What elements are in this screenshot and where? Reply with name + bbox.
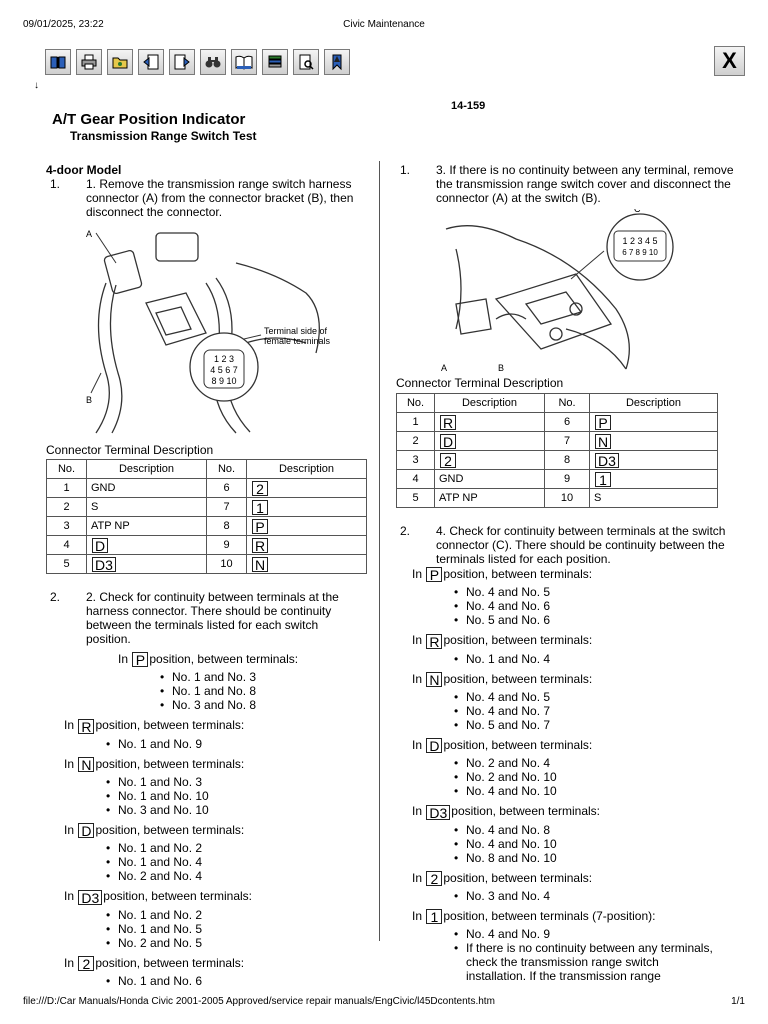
step-3-number: 1. bbox=[400, 163, 411, 177]
position-line bbox=[412, 738, 736, 753]
position-prefix: In bbox=[64, 889, 75, 904]
list-item: • No. 3 and No. 8 bbox=[160, 698, 366, 712]
terminal-pairs bbox=[454, 889, 736, 903]
list-item: • No. 4 and No. 7 bbox=[454, 704, 736, 718]
position-prefix: In bbox=[64, 718, 75, 733]
position-prefix: In bbox=[412, 870, 423, 885]
table-row bbox=[397, 489, 718, 508]
terminal-desc bbox=[435, 413, 545, 432]
terminal-pairs bbox=[106, 974, 366, 988]
position-symbol: 1 bbox=[252, 500, 268, 515]
table-header-row bbox=[397, 394, 718, 413]
position-symbol: 2 bbox=[440, 453, 456, 468]
position-symbol: R bbox=[426, 634, 442, 649]
table-row bbox=[47, 517, 367, 536]
right-table-caption: Connector Terminal Description bbox=[396, 376, 564, 390]
table-row bbox=[397, 451, 718, 470]
list-item: • No. 2 and No. 4 bbox=[454, 756, 736, 770]
position-symbol: 1 bbox=[595, 472, 611, 487]
harness-pins-row2: 4 5 6 7 bbox=[210, 365, 238, 375]
list-item: • No. 4 and No. 5 bbox=[454, 585, 736, 599]
position-prefix: In bbox=[412, 908, 423, 923]
table-row bbox=[47, 536, 367, 555]
terminal-no: 4 bbox=[47, 536, 87, 555]
switch-connector-figure bbox=[436, 209, 736, 373]
stack-icon[interactable] bbox=[262, 49, 288, 75]
position-block-r bbox=[412, 633, 736, 665]
position-prefix: In bbox=[412, 737, 423, 752]
position-block-d bbox=[412, 738, 736, 798]
table-row bbox=[397, 413, 718, 432]
left-table-caption: Connector Terminal Description bbox=[46, 443, 214, 457]
terminal-desc bbox=[247, 536, 367, 555]
position-line bbox=[412, 871, 736, 886]
harness-pins-row1: 1 2 3 bbox=[213, 354, 235, 364]
terminal-pairs bbox=[454, 585, 736, 627]
col-description-2: Description bbox=[590, 394, 718, 413]
terminal-desc: GND bbox=[435, 470, 545, 489]
position-symbol: D3 bbox=[426, 805, 450, 820]
position-suffix: position, between terminals: bbox=[443, 737, 593, 752]
position-prefix: In bbox=[64, 955, 75, 970]
table-row bbox=[397, 470, 718, 489]
position-symbol: D3 bbox=[595, 453, 619, 468]
harness-label-a: A bbox=[86, 229, 93, 239]
terminal-pairs bbox=[454, 756, 736, 798]
position-symbol: 2 bbox=[252, 481, 268, 496]
position-prefix: In bbox=[64, 756, 75, 771]
position-symbol: N bbox=[78, 757, 94, 772]
list-item: • No. 3 and No. 4 bbox=[454, 889, 736, 903]
position-suffix: position, between terminals: bbox=[443, 633, 593, 648]
position-block-n bbox=[46, 757, 366, 817]
table-row bbox=[47, 555, 367, 574]
terminal-no: 5 bbox=[47, 555, 87, 574]
table-row bbox=[47, 498, 367, 517]
column-divider bbox=[379, 161, 380, 941]
terminal-no: 4 bbox=[397, 470, 435, 489]
terminal-pairs bbox=[106, 775, 366, 817]
binoculars-search-icon[interactable] bbox=[200, 49, 226, 75]
position-symbol: P bbox=[595, 415, 611, 430]
position-suffix: position, between terminals: bbox=[103, 889, 253, 904]
right-column bbox=[396, 163, 736, 983]
table-header-row bbox=[47, 460, 367, 479]
col-no-2: No. bbox=[207, 460, 247, 479]
terminal-desc bbox=[87, 555, 207, 574]
terminal-no: 6 bbox=[545, 413, 590, 432]
switch-connector-drawing bbox=[436, 209, 736, 373]
position-line bbox=[118, 652, 366, 667]
list-item: • No. 1 and No. 6 bbox=[106, 974, 366, 988]
step-1 bbox=[46, 177, 366, 219]
terminal-desc: ATP NP bbox=[87, 517, 207, 536]
folder-icon[interactable] bbox=[107, 49, 133, 75]
position-symbol: D bbox=[78, 823, 94, 838]
position-symbol: D3 bbox=[92, 557, 116, 572]
list-item: • No. 4 and No. 10 bbox=[454, 784, 736, 798]
forward-page-icon[interactable] bbox=[169, 49, 195, 75]
list-item: • No. 5 and No. 7 bbox=[454, 718, 736, 732]
position-line bbox=[412, 804, 736, 819]
harness-label-b: B bbox=[86, 395, 93, 405]
terminal-desc bbox=[247, 555, 367, 574]
position-symbol: N bbox=[252, 557, 268, 572]
position-block-1 bbox=[412, 909, 736, 983]
position-symbol: 1 bbox=[426, 909, 442, 924]
list-item: • No. 3 and No. 10 bbox=[106, 803, 366, 817]
terminal-desc bbox=[590, 413, 718, 432]
step-2 bbox=[46, 590, 366, 646]
switch-label-c: C bbox=[634, 209, 641, 214]
terminal-desc bbox=[87, 536, 207, 555]
position-prefix: In bbox=[118, 652, 129, 666]
step-4 bbox=[396, 524, 736, 566]
terminal-desc: ATP NP bbox=[435, 489, 545, 508]
step-4-number: 2. bbox=[400, 524, 411, 538]
position-symbol: N bbox=[595, 434, 611, 449]
position-suffix: position, between terminals (7-position): bbox=[443, 908, 656, 923]
col-description-2: Description bbox=[247, 460, 367, 479]
position-block-d bbox=[46, 823, 366, 883]
book-icon[interactable] bbox=[45, 49, 71, 75]
list-item: • No. 1 and No. 4 bbox=[106, 855, 366, 869]
terminal-no: 2 bbox=[397, 432, 435, 451]
terminal-desc bbox=[435, 451, 545, 470]
position-line bbox=[412, 633, 736, 648]
terminal-pairs bbox=[106, 841, 366, 883]
print-doc-title: Civic Maintenance bbox=[343, 19, 425, 30]
position-suffix: position, between terminals: bbox=[95, 822, 245, 837]
switch-label-a: A bbox=[441, 363, 448, 373]
list-item: • No. 2 and No. 4 bbox=[106, 869, 366, 883]
position-line bbox=[64, 718, 366, 733]
position-block-d3 bbox=[46, 889, 366, 949]
terminal-no: 3 bbox=[397, 451, 435, 470]
position-symbol: R bbox=[440, 415, 456, 430]
list-item: • No. 1 and No. 9 bbox=[106, 737, 366, 751]
list-item: • No. 2 and No. 5 bbox=[106, 936, 366, 950]
list-item: • If there is no continuity between any terminals, check the transmission range switch installation. If the transmission range bbox=[454, 941, 716, 983]
col-description: Description bbox=[435, 394, 545, 413]
position-symbol: P bbox=[426, 567, 442, 582]
position-block-d3 bbox=[412, 804, 736, 864]
terminal-desc bbox=[590, 432, 718, 451]
file-path: file:///D:/Car Manuals/Honda Civic 2001-2005 Approved/service repair manuals/EngCivic/l45Dcontents.htm bbox=[23, 996, 495, 1007]
position-line bbox=[64, 823, 366, 838]
list-item: • No. 1 and No. 2 bbox=[106, 841, 366, 855]
position-symbol: N bbox=[426, 672, 442, 687]
position-symbol: P bbox=[252, 519, 268, 534]
position-block-2 bbox=[412, 871, 736, 903]
terminal-desc bbox=[247, 479, 367, 498]
position-symbol: D3 bbox=[78, 890, 102, 905]
terminal-desc: S bbox=[87, 498, 207, 517]
position-suffix: position, between terminals: bbox=[443, 567, 593, 581]
terminal-no: 7 bbox=[207, 498, 247, 517]
position-suffix: position, between terminals: bbox=[95, 955, 245, 970]
list-item: • No. 4 and No. 5 bbox=[454, 690, 736, 704]
position-block-2 bbox=[46, 956, 366, 988]
position-line bbox=[412, 672, 736, 687]
position-symbol: R bbox=[78, 719, 94, 734]
position-line bbox=[412, 567, 736, 582]
switch-pins-row2: 6 7 8 9 10 bbox=[622, 248, 658, 257]
terminal-no: 10 bbox=[207, 555, 247, 574]
list-item: • No. 8 and No. 10 bbox=[454, 851, 736, 865]
list-item: • No. 4 and No. 10 bbox=[454, 837, 736, 851]
step-3-text: 3. If there is no continuity between any terminal, remove the transmission range switch cover and disconnect the connector (A) at the switch (B). bbox=[436, 163, 734, 205]
step-1-number: 1. bbox=[50, 177, 61, 191]
terminal-no: 5 bbox=[397, 489, 435, 508]
close-button[interactable]: X bbox=[714, 46, 745, 76]
position-symbol: 2 bbox=[426, 871, 442, 886]
terminal-no: 1 bbox=[47, 479, 87, 498]
terminal-no: 8 bbox=[207, 517, 247, 536]
page-title: A/T Gear Position Indicator bbox=[52, 111, 246, 128]
list-item: • No. 1 and No. 10 bbox=[106, 789, 366, 803]
terminal-pairs bbox=[106, 908, 366, 950]
terminal-no: 6 bbox=[207, 479, 247, 498]
position-suffix: position, between terminals: bbox=[451, 804, 601, 819]
print-icon[interactable] bbox=[76, 49, 102, 75]
col-no: No. bbox=[47, 460, 87, 479]
list-item: • No. 4 and No. 8 bbox=[454, 823, 736, 837]
terminal-pairs bbox=[106, 737, 366, 751]
terminal-pairs bbox=[454, 652, 736, 666]
page-number: 14-159 bbox=[451, 100, 486, 112]
position-prefix: In bbox=[64, 822, 75, 837]
position-suffix: position, between terminals: bbox=[443, 870, 593, 885]
harness-connector-figure bbox=[46, 223, 346, 435]
preview-icon[interactable] bbox=[293, 49, 319, 75]
position-symbol: D bbox=[440, 434, 456, 449]
terminal-no: 2 bbox=[47, 498, 87, 517]
position-suffix: position, between terminals: bbox=[95, 718, 245, 733]
terminal-desc: S bbox=[590, 489, 718, 508]
terminal-desc: GND bbox=[87, 479, 207, 498]
terminal-pairs bbox=[454, 690, 736, 732]
terminal-desc bbox=[247, 498, 367, 517]
left-terminal-table bbox=[46, 459, 367, 574]
step-1-text: 1. Remove the transmission range switch harness connector (A) from the connector bracket (B), then disconnect the connector. bbox=[86, 177, 354, 219]
step-2-text: 2. Check for continuity between terminals at the harness connector. There should be continuity between the terminals listed for each switch position. bbox=[86, 590, 339, 646]
harness-pins-row3: 8 9 10 bbox=[211, 376, 237, 386]
list-item: • No. 5 and No. 6 bbox=[454, 613, 736, 627]
list-item: • No. 1 and No. 4 bbox=[454, 652, 736, 666]
terminal-no: 7 bbox=[545, 432, 590, 451]
terminal-desc bbox=[247, 517, 367, 536]
terminal-desc bbox=[590, 451, 718, 470]
list-item: • No. 1 and No. 2 bbox=[106, 908, 366, 922]
table-row bbox=[397, 432, 718, 451]
table-row bbox=[47, 479, 367, 498]
position-symbol: R bbox=[252, 538, 268, 553]
print-datetime: 09/01/2025, 23:22 bbox=[23, 19, 104, 30]
terminal-desc bbox=[435, 432, 545, 451]
position-prefix: In bbox=[412, 567, 423, 581]
list-item: • No. 1 and No. 3 bbox=[106, 775, 366, 789]
open-book-icon[interactable] bbox=[231, 49, 257, 75]
position-symbol: 2 bbox=[78, 956, 94, 971]
terminal-side-callout: Terminal side of female terminals bbox=[264, 326, 331, 346]
terminal-pairs bbox=[454, 927, 716, 983]
position-block-n bbox=[412, 672, 736, 732]
position-symbol: D bbox=[92, 538, 108, 553]
terminal-no: 9 bbox=[207, 536, 247, 555]
position-prefix: In bbox=[412, 804, 423, 819]
list-item: • No. 1 and No. 5 bbox=[106, 922, 366, 936]
position-line bbox=[64, 757, 366, 772]
position-block-p bbox=[46, 652, 366, 712]
position-symbol: D bbox=[426, 738, 442, 753]
position-line bbox=[412, 909, 736, 924]
terminal-no: 1 bbox=[397, 413, 435, 432]
step-4-text: 4. Check for continuity between terminals at the switch connector (C). There should be continuity between the terminals listed for each position. bbox=[436, 524, 726, 566]
back-page-icon[interactable] bbox=[138, 49, 164, 75]
print-footer bbox=[23, 996, 745, 1007]
terminal-no: 10 bbox=[545, 489, 590, 508]
list-item: • No. 2 and No. 10 bbox=[454, 770, 736, 784]
left-position-list bbox=[46, 652, 366, 988]
list-item: • No. 4 and No. 6 bbox=[454, 599, 736, 613]
toolbar bbox=[45, 49, 350, 75]
terminal-desc bbox=[590, 470, 718, 489]
left-column bbox=[46, 163, 366, 988]
position-symbol: P bbox=[132, 652, 148, 667]
page-subtitle: Transmission Range Switch Test bbox=[70, 129, 257, 143]
right-position-list bbox=[396, 567, 736, 983]
position-prefix: In bbox=[412, 671, 423, 686]
model-label: 4-door Model bbox=[46, 163, 122, 177]
list-item: • No. 1 and No. 8 bbox=[160, 684, 366, 698]
position-suffix: position, between terminals: bbox=[149, 652, 299, 666]
position-line bbox=[64, 956, 366, 971]
position-suffix: position, between terminals: bbox=[443, 671, 593, 686]
col-no-2: No. bbox=[545, 394, 590, 413]
col-no: No. bbox=[397, 394, 435, 413]
position-suffix: position, between terminals: bbox=[95, 756, 245, 771]
terminal-no: 3 bbox=[47, 517, 87, 536]
scroll-marker: ↓ bbox=[34, 80, 39, 91]
terminal-no: 8 bbox=[545, 451, 590, 470]
position-prefix: In bbox=[412, 633, 423, 648]
print-page-count: 1/1 bbox=[731, 996, 745, 1007]
terminal-pairs bbox=[160, 670, 366, 712]
bookmark-icon[interactable] bbox=[324, 49, 350, 75]
right-terminal-table bbox=[396, 393, 718, 508]
position-block-p bbox=[412, 567, 736, 627]
terminal-pairs bbox=[454, 823, 736, 865]
print-header bbox=[23, 19, 745, 33]
terminal-no: 9 bbox=[545, 470, 590, 489]
list-item: • No. 4 and No. 9 bbox=[454, 927, 716, 941]
step-3 bbox=[396, 163, 736, 205]
list-item: • No. 1 and No. 3 bbox=[160, 670, 366, 684]
switch-pins-row1: 1 2 3 4 5 bbox=[622, 236, 658, 246]
position-line bbox=[64, 889, 366, 904]
step-2-number: 2. bbox=[50, 590, 61, 604]
position-block-r bbox=[46, 718, 366, 750]
col-description: Description bbox=[87, 460, 207, 479]
switch-label-b: B bbox=[498, 363, 505, 373]
